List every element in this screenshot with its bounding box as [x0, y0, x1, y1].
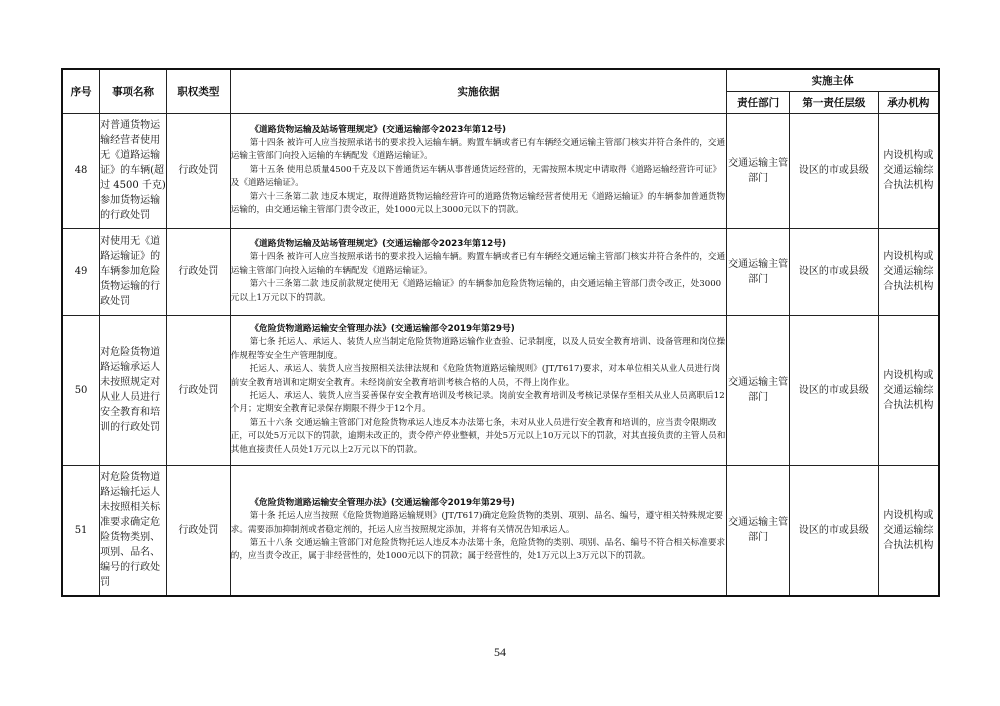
- law-paragraph: 托运人、承运人、装货人应当按照相关法律法规和《危险货物道路运输规则》(JT/T617)要求，对本单位相关从业人员进行岗前安全教育培训和定期安全教育。未经岗前安全教育培训考核合格的人员，不得上岗作业。: [230, 364, 721, 388]
- header-basis: 实施依据: [230, 69, 727, 113]
- row-seq: 51: [62, 465, 100, 596]
- header-type: 职权类型: [167, 69, 231, 113]
- row-item-name: 对危险货物道路运输托运人未按照相关标准要求确定危险货物类别、项别、品名、编号的行政处罚: [100, 465, 167, 596]
- row-level: 设区的市或县级: [789, 113, 878, 228]
- law-paragraph: 第十五条 使用总质量4500千克及以下普通货运车辆从事普通货运经营的，无需按照本规定申请取得《道路运输经营许可证》及《道路运输证》。: [230, 164, 722, 189]
- header-name: 事项名称: [100, 69, 167, 113]
- law-paragraph: 第七条 托运人、承运人、装货人应当制定危险货物道路运输作业查验、记录制度，以及人员安全教育培训、设备管理和岗位操作规程等安全生产管理制度。: [230, 337, 726, 361]
- law-title: 《道路货物运输及站场管理规定》(交通运输部令2023年第12号): [250, 238, 507, 249]
- row-basis: [230, 228, 727, 315]
- row-dept: 交通运输主管部门: [727, 315, 790, 465]
- row-dept: 交通运输主管部门: [727, 113, 790, 228]
- law-paragraph: 第十条 托运人应当按照《危险货物道路运输规则》(JT/T617)确定危险货物的类别、项别、品名、编号，遵守相关特殊规定要求。需要添加抑制剂或者稳定剂的，托运人应当按照规定添加，并将有关情况告知承运人。: [230, 511, 724, 535]
- row-basis: [230, 465, 727, 596]
- header-subject: 实施主体: [727, 69, 939, 91]
- row-item-name: 对使用无《道路运输证》的车辆参加危险货物运输的行政处罚: [100, 228, 167, 315]
- law-title: 《危险货物道路运输安全管理办法》(交通运输部令2019年第29号): [250, 323, 515, 334]
- law-paragraph: 托运人、承运人、装货人应当妥善保存安全教育培训及考核记录。岗前安全教育培训及考核记录保存至相关从业人员离职后12个月；定期安全教育记录保存期限不得少于12个月。: [230, 391, 725, 415]
- header-agency: 承办机构: [878, 91, 939, 113]
- law-paragraph: 第六十三条第二款 违反前款规定使用无《道路运输证》的车辆参加危险货物运输的，由交通运输主管部门责令改正，处3000元以上1万元以下的罚款。: [230, 279, 722, 303]
- law-title: 《道路货物运输及站场管理规定》(交通运输部令2023年第12号): [250, 124, 507, 135]
- row-agency: 内设机构或交通运输综合执法机构: [878, 465, 939, 596]
- row-seq: 49: [62, 228, 100, 315]
- header-level: 第一责任层级: [789, 91, 878, 113]
- row-level: 设区的市或县级: [789, 315, 878, 465]
- row-level: 设区的市或县级: [789, 465, 878, 596]
- row-basis: [230, 315, 727, 465]
- law-paragraph: 第十四条 被许可人应当按照承诺书的要求投入运输车辆。购置车辆或者已有车辆经交通运输主管部门核实并符合条件的，交通运输主管部门向投入运输的车辆配发《道路运输证》。: [230, 252, 726, 276]
- table-row: [62, 315, 939, 465]
- row-item-name: 对危险货物道路运输承运人未按照规定对从业人员进行安全教育和培训的行政处罚: [100, 315, 167, 465]
- row-level: 设区的市或县级: [789, 228, 878, 315]
- table-row: [62, 228, 939, 315]
- authority-table: [61, 68, 940, 597]
- row-type: 行政处罚: [167, 465, 231, 596]
- header-seq: 序号: [62, 69, 100, 113]
- law-title: 《危险货物道路运输安全管理办法》(交通运输部令2019年第29号): [250, 497, 515, 508]
- header-dept: 责任部门: [727, 91, 790, 113]
- page-number: 54: [494, 645, 506, 659]
- row-agency: 内设机构或交通运输综合执法机构: [878, 113, 939, 228]
- row-agency: 内设机构或交通运输综合执法机构: [878, 315, 939, 465]
- row-seq: 48: [62, 113, 100, 228]
- table-row: [62, 113, 939, 228]
- row-agency: 内设机构或交通运输综合执法机构: [878, 228, 939, 315]
- row-dept: 交通运输主管部门: [727, 465, 790, 596]
- row-type: 行政处罚: [167, 228, 231, 315]
- row-type: 行政处罚: [167, 113, 231, 228]
- row-seq: 50: [62, 315, 100, 465]
- law-paragraph: 第五十六条 交通运输主管部门对危险货物承运人违反本办法第七条，未对从业人员进行安全教育和培训的，应当责令限期改正，可以处5万元以下的罚款，逾期未改正的，责令停产停业整顿，并处5万元以上10万元以下的罚款，对其直接负责的主管人员和其他直接责任人员处1万元以上2万元以下的罚款。: [230, 417, 726, 455]
- law-paragraph: 第五十八条 交通运输主管部门对危险货物托运人违反本办法第十条，危险货物的类别、项别、品名、编号不符合相关标准要求的，应当责令改正，属于非经营性的，处1000元以下的罚款；属于经营性的，处1万元以上3万元以下的罚款。: [230, 537, 726, 562]
- law-paragraph: 第六十三条第二款 违反本规定，取得道路货物运输经营许可的道路货物运输经营者使用无《道路运输证》的车辆参加普通货物运输的，由交通运输主管部门责令改正，处1000元以上3000元以下的罚款。: [230, 191, 726, 216]
- table-row: [62, 465, 939, 596]
- row-basis: [230, 113, 727, 228]
- law-paragraph: 第十四条 被许可人应当按照承诺书的要求投入运输车辆。购置车辆或者已有车辆经交通运输主管部门核实并符合条件的，交通运输主管部门向投入运输的车辆配发《道路运输证》。: [230, 137, 726, 162]
- row-type: 行政处罚: [167, 315, 231, 465]
- row-item-name: 对普通货物运输经营者使用无《道路运输证》的车辆(超过 4500 千克)参加货物运输的行政处罚: [100, 113, 167, 228]
- row-dept: 交通运输主管部门: [727, 228, 790, 315]
